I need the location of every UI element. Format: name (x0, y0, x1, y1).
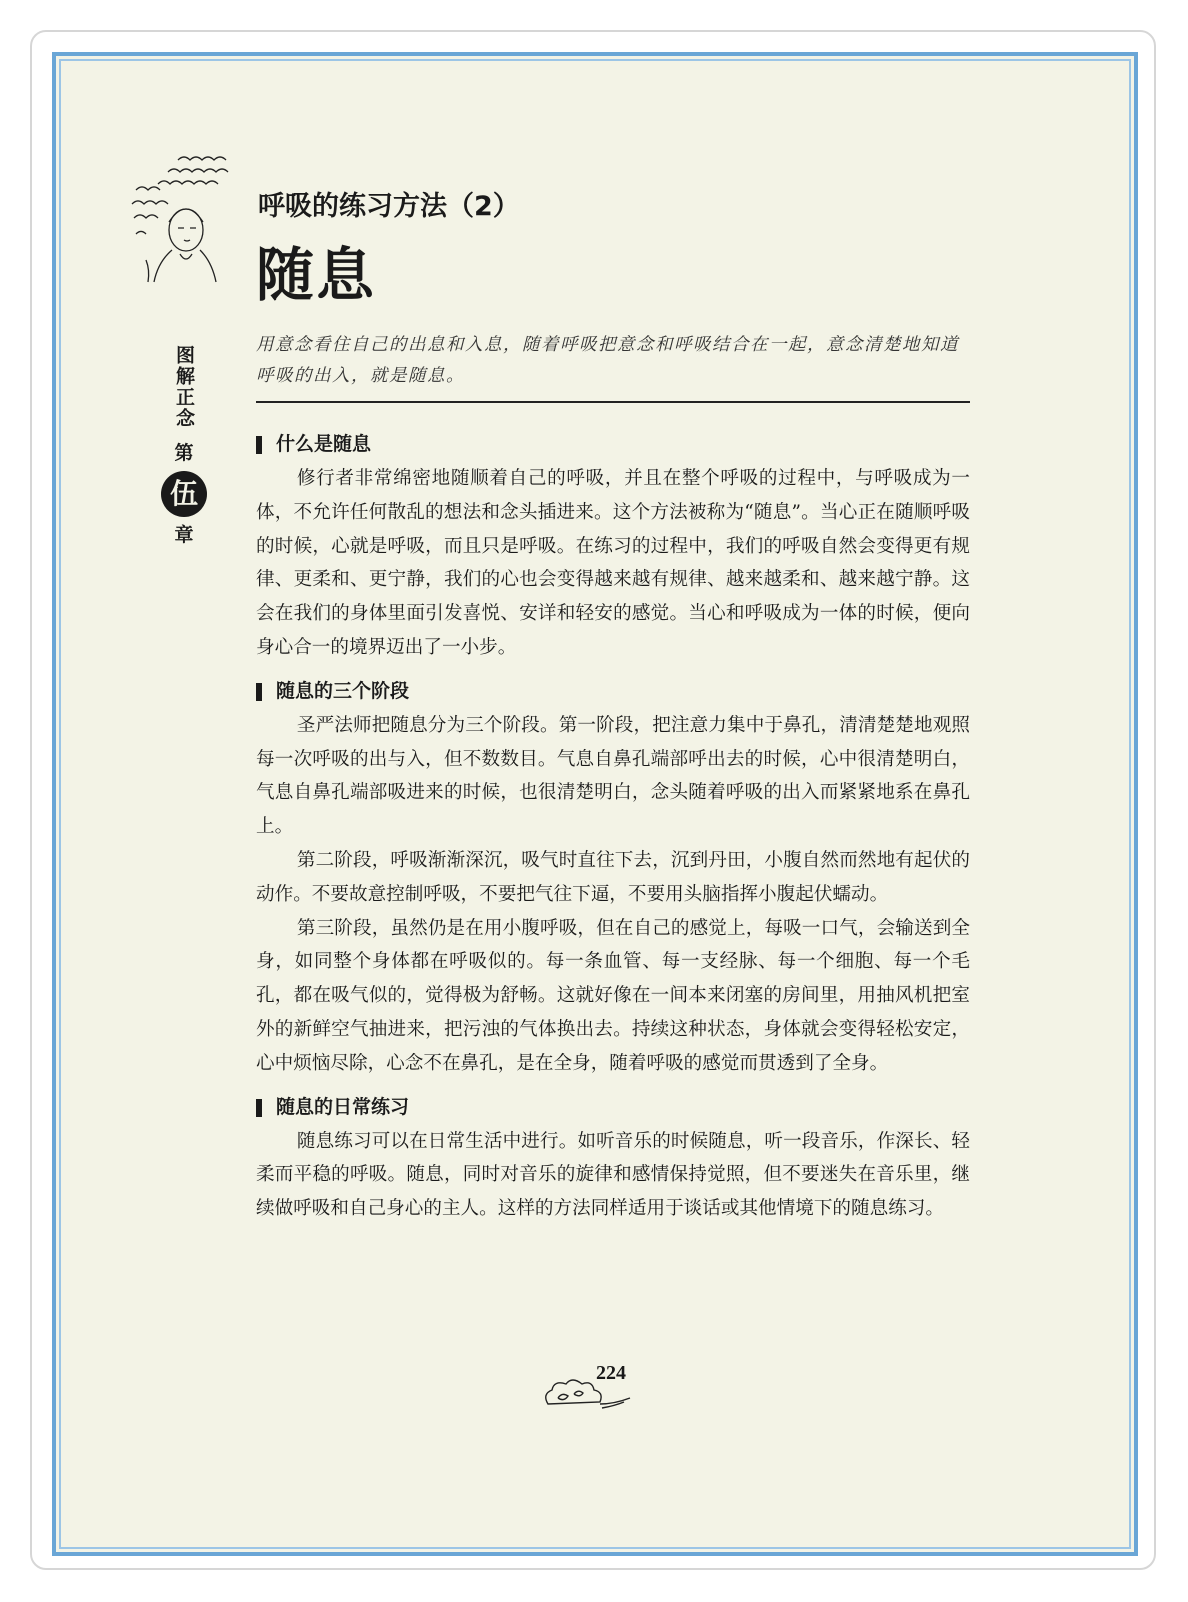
heading-marker-icon (256, 436, 262, 454)
paragraph: 修行者非常绵密地随顺着自己的呼吸，并且在整个呼吸的过程中，与呼吸成为一体，不允许任何散乱的想法和念头插进来。这个方法被称为“随息”。当心正在随顺呼吸的时候，心就是呼吸，而且只是呼吸。在练习的过程中，我们的呼吸自然会变得更有规律、更柔和、更宁静，我们的心也会变得越来越有规律、越来越柔和、越来越宁静。这会在我们的身体里面引发喜悦、安详和轻安的感觉。当心和呼吸成为一体的时候，便向身心合一的境界迈出了一小步。 (256, 468, 970, 658)
monk-illustration (128, 150, 240, 285)
paragraph: 圣严法师把随息分为三个阶段。第一阶段，把注意力集中于鼻孔，清清楚楚地观照每一次呼吸的出与入，但不数数目。气息自鼻孔端部呼出去的时候，心中很清楚明白，气息自鼻孔端部吸进来的时候，也很清楚明白，念头随着呼吸的出入而紧紧地系在鼻孔上。 (256, 714, 970, 838)
heading-marker-icon (256, 683, 262, 701)
section-heading-text: 随息的三个阶段 (276, 679, 410, 702)
section (256, 1091, 970, 1226)
chapter-number-badge: 伍 (161, 471, 207, 517)
section-heading-text: 什么是随息 (276, 433, 372, 456)
chapter-suffix: 章 (174, 524, 194, 546)
chapter-prefix: 第 (174, 442, 194, 464)
page-subtitle: 呼吸的练习方法（2） (258, 191, 520, 222)
paragraph: 第三阶段，虽然仍是在用小腹呼吸，但在自己的感觉上，每吸一口气，会输送到全身，如同整个身体都在呼吸似的。每一条血管、每一支经脉、每一个细胞、每一个毛孔，都在吸气似的，觉得极为舒畅。这就好像在一间本来闭塞的房间里，用抽风机把室外的新鲜空气抽进来，把污浊的气体换出去。持续这种状态，身体就会变得轻松安定，心中烦恼尽除，心念不在鼻孔，是在全身，随着呼吸的感觉而贯透到了全身。 (256, 917, 970, 1074)
paragraph: 随息练习可以在日常生活中进行。如听音乐的时候随息，听一段音乐，作深长、轻柔而平稳的呼吸。随息，同时对音乐的旋律和感情保持觉照，但不要迷失在音乐里，继续做呼吸和自己身心的主人。这样的方法同样适用于谈话或其他情境下的随息练习。 (256, 1130, 970, 1220)
paragraph: 第二阶段，呼吸渐渐深沉，吸气时直往下去，沉到丹田，小腹自然而然地有起伏的动作。不要故意控制呼吸，不要把气往下逼，不要用头脑指挥小腹起伏蠕动。 (256, 849, 970, 905)
section-heading (256, 675, 970, 709)
section-heading (256, 428, 970, 462)
page-number: 224 (596, 1362, 626, 1384)
section-heading-text: 随息的日常练习 (276, 1095, 410, 1118)
divider (256, 401, 970, 403)
page-footer (540, 1360, 640, 1420)
section (256, 428, 970, 665)
book-title: 图解正念 (173, 345, 195, 429)
section (256, 675, 970, 1081)
page-title: 随息 (256, 241, 377, 309)
main-content (256, 428, 970, 1236)
section-heading (256, 1091, 970, 1125)
intro-text: 用意念看住自己的出息和入息，随着呼吸把意念和呼吸结合在一起，意念清楚地知道呼吸的出入，就是随息。 (256, 335, 959, 386)
side-chapter-nav (160, 345, 208, 547)
heading-marker-icon (256, 1099, 262, 1117)
